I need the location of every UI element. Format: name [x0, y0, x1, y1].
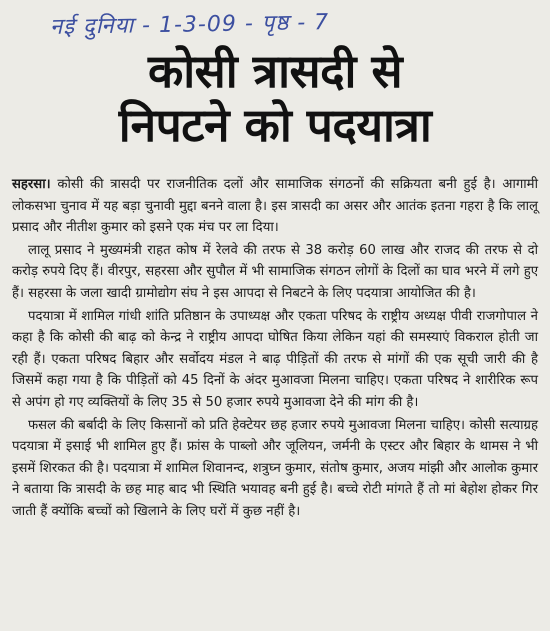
paragraph-text: पदयात्रा में शामिल गांधी शांति प्रतिष्ठान के उपाध्यक्ष और एकता परिषद के राष्ट्रीय अध्यक्ष पीवी राजगोपाल ने कहा है कि कोसी की बाढ़ को केन्द्र ने राष्ट्रीय आपदा घोषित किया लेकिन यहां की समस्याएं विकराल होती जा रही हैं। एकता परिषद बिहार और सर्वोदय मंडल ने बाढ़ पीड़ितों की तरफ से मांगों की एक सूची जारी की है जिसमें कहा गया है कि पीड़ितों को 45 दिनों के अंदर मुआवजा मिलना चाहिए। एकता परिषद ने शारीरिक रूप से अपंग हो गए व्यक्तियों के लिए 35 से 50 हजार रुपये मुआवजा देने की मांग की है।	[12, 308, 538, 410]
article-paragraph-4	[12, 415, 538, 523]
dateline: सहरसा।	[12, 177, 51, 192]
article-paragraph-1	[12, 174, 538, 239]
paragraph-text: कोसी की त्रासदी पर राजनीतिक दलों और सामाजिक संगठनों की सक्रियता बनी हुई है। आगामी लोकसभा चुनाव में यह बड़ा चुनावी मुद्दा बनने वाला है। इस त्रासदी का असर और आतंक इतना गहरा है कि लालू प्रसाद और नीतीश कुमार को इसने एक मंच पर ला दिया।	[12, 177, 538, 236]
handwritten-annotation: नई दुनिया - 1-3-09 - पृष्ठ - 7	[49, 10, 330, 40]
headline	[12, 44, 538, 152]
headline-line-1: कोसी त्रासदी से	[147, 44, 403, 98]
paragraph-text: लालू प्रसाद ने मुख्यमंत्री राहत कोष में रेलवे की तरफ से 38 करोड़ 60 लाख और राजद की तरफ से दो करोड़ रुपये दिए हैं। वीरपुर, सहरसा और सुपौल में भी सामाजिक संगठन लोगों के दिलों का घाव भरने में लगे हुए हैं। सहरसा के जला खादी ग्रामोद्योग संघ ने इस आपदा से निबटने के लिए पदयात्रा आयोजित की है।	[12, 242, 538, 301]
article-paragraph-3	[12, 306, 538, 414]
paragraph-text: फसल की बर्बादी के लिए किसानों को प्रति हेक्टेयर छह हजार रुपये मुआवजा मिलना चाहिए। कोसी सत्याग्रह पदयात्रा में इसाई भी शामिल हुए हैं। फ्रांस के पाब्लो और जूलियन, जर्मनी के एस्टर और बिहार के थामस ने भी इसमें शिरकत की है। पदयात्रा में शामिल शिवानन्द, शत्रुघ्न कुमार, संतोष कुमार, अजय मांझी और आलोक कुमार ने बताया कि त्रासदी के छह माह बाद भी स्थिति भयावह बनी हुई है। बच्चे रोटी मांगते हैं तो मां बेहोश होकर गिर जाती हैं क्योंकि बच्चों को खिलाने के लिए घरों में कुछ नहीं है।	[12, 417, 538, 519]
article-body	[12, 174, 538, 523]
headline-line-2: निपटने को पदयात्रा	[118, 98, 432, 152]
article-paragraph-2	[12, 240, 538, 305]
